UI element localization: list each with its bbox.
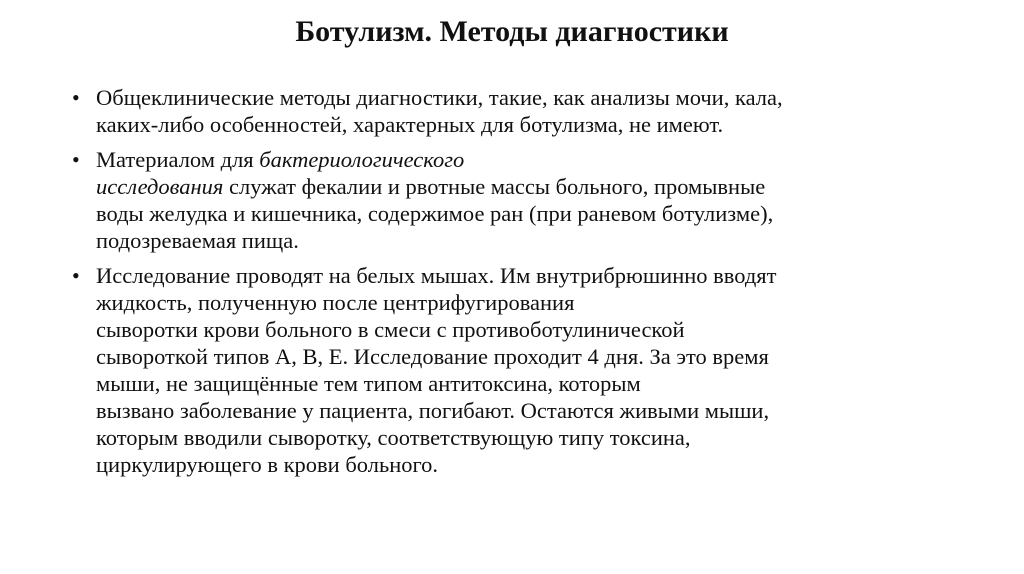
bullet-line	[96, 289, 970, 316]
bullet-text: Материалом для	[96, 147, 260, 172]
bullet-line	[96, 424, 970, 451]
bullet-text: воды желудка и кишечника, содержимое ран (при раневом ботулизме),	[96, 201, 774, 226]
bullet-text: сыворотки крови больного в смеси с противоботулинической	[96, 317, 685, 342]
bullet-item	[70, 84, 970, 138]
bullet-marker: •	[72, 263, 80, 288]
bullet-marker: •	[72, 147, 80, 172]
bullet-line	[96, 200, 970, 227]
bullet-line	[96, 451, 970, 478]
bullet-line	[96, 146, 970, 173]
bullet-text-italic: исследования	[96, 174, 224, 199]
slide-title: Ботулизм. Методы диагностики	[295, 15, 729, 48]
bullet-line	[96, 84, 970, 111]
bullet-marker: •	[72, 85, 80, 110]
bullet-text: мыши, не защищённые тем типом антитоксина, которым	[96, 371, 641, 396]
bullet-item	[70, 262, 970, 478]
bullet-line	[96, 370, 970, 397]
bullet-line	[96, 343, 970, 370]
bullet-text: Общеклинические методы диагностики, такие, как анализы мочи, кала,	[96, 85, 783, 110]
bullet-text-italic: бактериологического	[259, 147, 465, 172]
bullet-text: Исследование проводят на белых мышах. Им внутрибрюшинно вводят	[96, 263, 777, 288]
bullet-item	[70, 146, 970, 254]
bullet-line	[96, 316, 970, 343]
bullet-line	[96, 111, 970, 138]
bullet-line	[96, 227, 970, 254]
bullet-text: которым вводили сыворотку, соответствующую типу токсина,	[96, 425, 691, 450]
bullet-text: служат фекалии и рвотные массы больного, промывные	[223, 174, 766, 199]
bullet-list	[70, 84, 970, 486]
bullet-line	[96, 397, 970, 424]
bullet-line	[96, 173, 970, 200]
bullet-line	[96, 262, 970, 289]
bullet-text: сывороткой типов А, В, Е. Исследование проходит 4 дня. За это время	[96, 344, 769, 369]
bullet-text: каких-либо особенностей, характерных для ботулизма, не имеют.	[96, 112, 724, 137]
bullet-text: подозреваемая пища.	[96, 228, 299, 253]
bullet-text: циркулирующего в крови больного.	[96, 452, 439, 477]
bullet-text: жидкость, полученную после центрифугирования	[96, 290, 575, 315]
bullet-text: вызвано заболевание у пациента, погибают. Остаются живыми мыши,	[96, 398, 770, 423]
